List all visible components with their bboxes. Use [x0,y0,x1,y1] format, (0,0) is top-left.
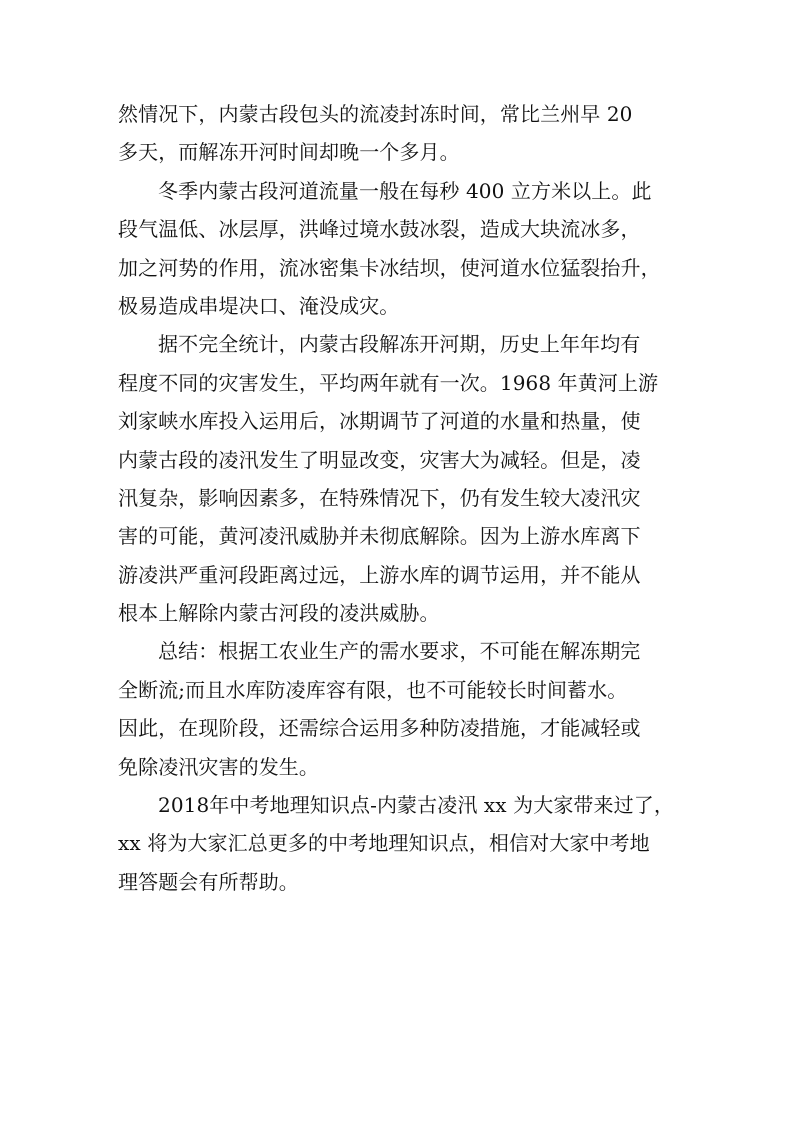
text-line: 程度不同的灾害发生，平均两年就有一次。1968 年黄河上游 [118,370,659,395]
text-line: 段气温低、冰层厚，洪峰过境水鼓冰裂，造成大块流冰多， [118,217,641,242]
text-line: 极易造成串堤决口、淹没成灾。 [118,293,400,318]
text-line: 免除凌汛灾害的发生。 [118,754,319,779]
paragraph-closing [118,786,678,901]
text-line: 内蒙古段的凌汛发生了明显改变，灾害大为减轻。但是，凌 [118,447,641,472]
text-line: 根本上解除内蒙古河段的凌洪威胁。 [118,601,440,626]
text-line: 多天，而解冻开河时间却晚一个多月。 [118,140,460,165]
paragraph-summary [118,632,678,786]
paragraph-1-continuation [118,95,678,172]
paragraph-statistics [118,325,678,632]
text-line: xx 将为大家汇总更多的中考地理知识点，相信对大家中考地 [118,831,650,856]
text-line: 总结：根据工农业生产的需水要求，不可能在解冻期完 [158,639,641,664]
text-line: 全断流;而且水库防凌库容有限，也不可能较长时间蓄水。 [118,677,628,702]
text-line: 因此，在现阶段，还需综合运用多种防凌措施，才能减轻或 [118,716,641,741]
text-line: 2018年中考地理知识点-内蒙古凌汛 xx 为大家带来过了， [158,793,674,818]
text-line: 汛复杂，影响因素多，在特殊情况下，仍有发生较大凌汛灾 [118,485,641,510]
text-line: 然情况下，内蒙古段包头的流凌封冻时间，常比兰州早 20 [118,102,633,126]
text-line: 刘家峡水库投入运用后，冰期调节了河道的水量和热量，使 [118,409,641,434]
text-line: 游凌洪严重河段距离过远，上游水库的调节运用，并不能从 [118,562,641,587]
text-line: 害的可能，黄河凌汛威胁并未彻底解除。因为上游水库离下 [118,524,641,549]
text-line: 加之河势的作用，流冰密集卡冰结坝，使河道水位猛裂抬升， [118,255,661,280]
text-line: 据不完全统计，内蒙古段解冻开河期，历史上年年均有 [158,332,641,357]
document-body [118,95,678,901]
text-line: 理答题会有所帮助。 [118,869,299,894]
text-line: 冬季内蒙古段河道流量一般在每秒 400 立方米以上。此 [158,178,652,203]
paragraph-winter-flow [118,172,678,326]
